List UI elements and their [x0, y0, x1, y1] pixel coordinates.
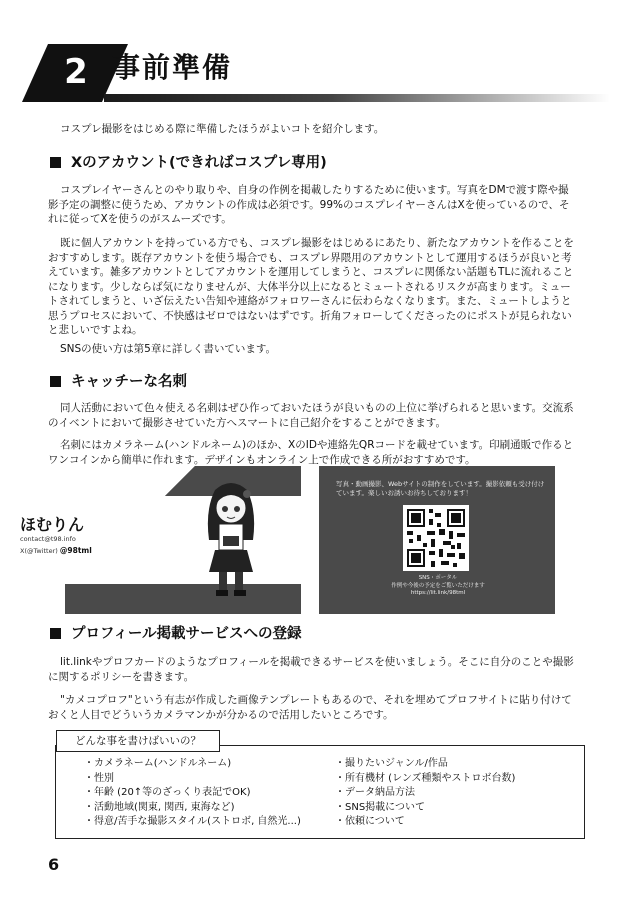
paragraph: "カメコプロフ"という有志が作成した画像テンプレートもあるので、それを埋めてプロフサイトに貼り付けておくと人目でどういうカメラマンかが分かるので活用したいところです。 — [48, 694, 572, 721]
list-item: ・ 得意/苦手な撮影スタイル(ストロボ, 自然光...) — [84, 815, 301, 830]
section-heading-business-card: キャッチーな名刺 — [50, 372, 187, 392]
card-x-account: X(@Twitter) @98tml — [20, 546, 92, 555]
list-item: ・ 活動地域(関東, 関西, 東海など) — [84, 801, 301, 816]
list-item: ・ 撮りたいジャンル/作品 — [335, 757, 515, 772]
card-back-text: 写真・動画撮影、Webサイトの制作をしています。撮影依頼も受け付けています。楽しいお誘いお待ちしております！ — [336, 480, 545, 497]
section-heading-x-account: Xのアカウント(できればコスプレ専用) — [50, 153, 327, 173]
paragraph: 既に個人アカウントを持っている方でも、コスプレ撮影をはじめるにあたり、新たなアカウントを作ることをおすすめします。既存アカウントを使う場合でも、コスプレ界隈用のアカウントとして運用するほうが良いと考えています。雑多アカウントとしてアカウントを運用してしまうと、コスプレに関係ない話題もTLに流れることになります。少しならば気になりませんが、大体半分以上になるとミュートされるリスクが高まります。ミュートされてしまうと、いざ伝えたい告知や連絡がフォロワーさんに伝わらなくなります。また、ミュートしようと思うプロセスにおいて、不快感はゼロではないはずです。折角フォローしてくださったのにポストが見られないと悲しいですよね。 — [48, 237, 574, 336]
paragraph: 同人活動において色々使える名刺はぜひ作っておいたほうが良いものの上位に挙げられると思います。交流系のイベントにおいて撮影させていた方へスマートに自己紹介をすることができます。 — [48, 402, 574, 429]
card-name: ほむりん — [20, 515, 85, 534]
square-bullet-icon — [50, 628, 61, 639]
card-back-caption: SNS・ポータル 作例や今後の予定をご覧いただけます https://lit.link/98tml — [391, 575, 485, 596]
list-item: ・ カメラネーム(ハンドルネーム) — [84, 757, 301, 772]
section-heading-profile-service: プロフィール掲載サービスへの登録 — [50, 624, 302, 644]
checklist-right-column — [335, 757, 515, 830]
paragraph: 名刺にはカメラネーム(ハンドルネーム)のほか、XのIDや連絡先QRコードを載せています。印刷通販で作るとワンコインから簡単に作れます。デザインもオンライン上で作成できる所がおすすめです。 — [48, 439, 574, 466]
page-number: 6 — [48, 855, 60, 874]
paragraph: SNSの使い方は第5章に詳しく書いています。 — [60, 343, 277, 355]
square-bullet-icon — [50, 157, 61, 168]
card-contact-email: contact@t98.info — [20, 535, 76, 543]
chapter-number: 2 — [64, 52, 88, 92]
checklist-left-column — [84, 757, 301, 830]
list-item: ・ 性別 — [84, 772, 301, 787]
list-item: ・ 所有機材 (レンズ種類やストロボ台数) — [335, 772, 515, 787]
checklist-tab-label: どんな事を書けばいいの？ — [56, 730, 220, 752]
list-item: ・ 年齢 (20↑等のざっくり表記でOK) — [84, 786, 301, 801]
qr-code-icon — [403, 505, 469, 571]
list-item: ・ データ納品方法 — [335, 786, 515, 801]
list-item: ・ SNS掲載について — [335, 801, 515, 816]
chapter-title: 事前準備 — [112, 51, 233, 84]
intro-text: コスプレ撮影をはじめる際に準備したほうがよいコトを紹介します。 — [60, 123, 385, 135]
list-item: ・ 依頼について — [335, 815, 515, 830]
paragraph: lit.linkやプロフカードのようなプロフィールを掲載できるサービスを使いましょう。そこに自分のことや撮影に関するポリシーを書きます。 — [48, 656, 574, 683]
character-illustration-icon — [203, 480, 259, 598]
paragraph: コスプレイヤーさんとのやり取りや、自身の作例を掲載したりするために使います。写真をDMで渡す際や撮影予定の調整に使うため、アカウントの作成は必須です。99%のコスプレイヤーさんはXを使っているので、それに従ってXを使うのがスムーズです。 — [48, 184, 570, 225]
business-card-front — [65, 466, 301, 614]
square-bullet-icon — [50, 376, 61, 387]
title-underline — [104, 94, 610, 102]
card-front-shape — [65, 466, 301, 614]
